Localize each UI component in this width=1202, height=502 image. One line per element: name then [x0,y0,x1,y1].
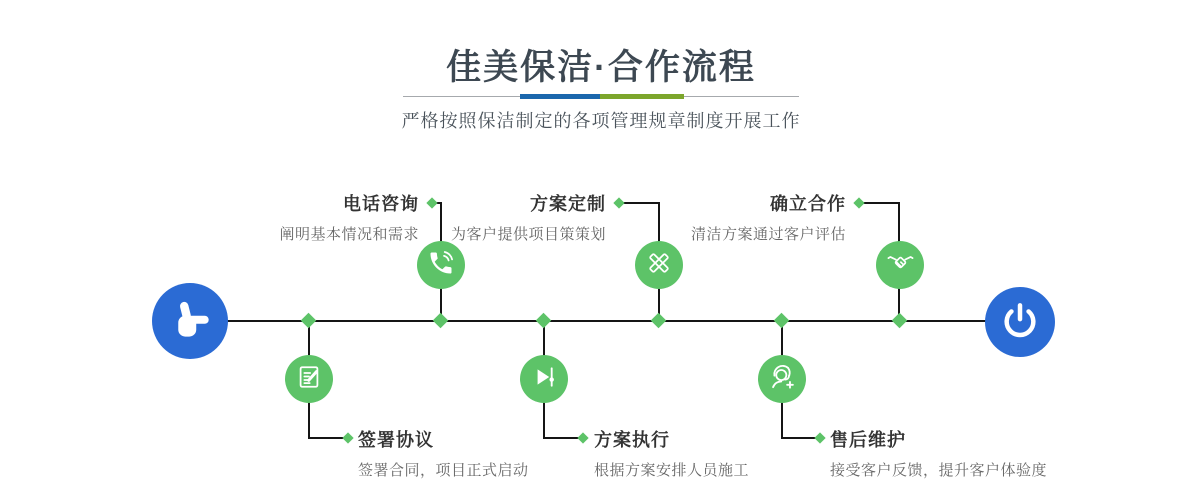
step-node-handshake [876,241,924,289]
step-desc: 清洁方案通过客户评估 [690,226,846,243]
step-label-block [358,426,529,480]
step-label-block [830,426,1047,480]
timeline-diamond [536,313,552,329]
step-desc: 签署合同，项目正式启动 [358,462,529,479]
handshake-icon [886,248,915,282]
play-execute-icon [530,363,558,396]
label-diamond [426,197,437,208]
label-diamond [814,432,825,443]
start-node [152,283,228,359]
step-desc: 阐明基本情况和需求 [279,226,419,243]
step-node-execute [520,355,568,403]
step-node-sign [285,355,333,403]
pencil-ruler-icon [645,249,673,282]
step-label: 确立合作 [770,194,846,214]
label-diamond [853,197,864,208]
step-desc: 根据方案安排人员施工 [594,462,750,479]
connector-hline [309,437,345,439]
headset-plus-icon [768,362,797,396]
step-label: 售后维护 [830,430,906,450]
step-node-design [635,241,683,289]
connector-hline [861,202,900,204]
title-divider [403,96,799,97]
label-diamond [613,197,624,208]
step-label: 方案执行 [594,430,670,450]
step-label-block [691,190,846,244]
step-label-block [451,190,606,244]
label-diamond [342,432,353,443]
step-label-block [279,190,419,244]
divider-green-segment [600,94,684,99]
step-label-block [594,426,749,480]
end-node [985,287,1055,357]
step-label: 签署协议 [358,430,434,450]
timeline-diamond [651,313,667,329]
label-diamond [577,432,588,443]
connector-hline [621,202,660,204]
step-label: 电话咨询 [343,194,419,214]
pointing-hand-icon [168,297,212,346]
page-subtitle: 严格按照保洁制定的各项管理规章制度开展工作 [401,111,801,131]
sign-document-icon [295,363,323,396]
step-label: 方案定制 [530,194,606,214]
page-title: 佳美保洁·合作流程 [446,48,756,87]
timeline-diamond [892,313,908,329]
timeline-diamond [433,313,449,329]
step-node-phone [417,241,465,289]
timeline-diamond [774,313,790,329]
phone-icon [427,249,455,282]
step-desc: 为客户提供项目策策划 [450,226,606,243]
step-node-service [758,355,806,403]
divider-blue-segment [520,94,600,99]
timeline-diamond [301,313,317,329]
power-icon [1000,300,1040,345]
step-desc: 接受客户反馈，提升客户体验度 [830,462,1048,479]
